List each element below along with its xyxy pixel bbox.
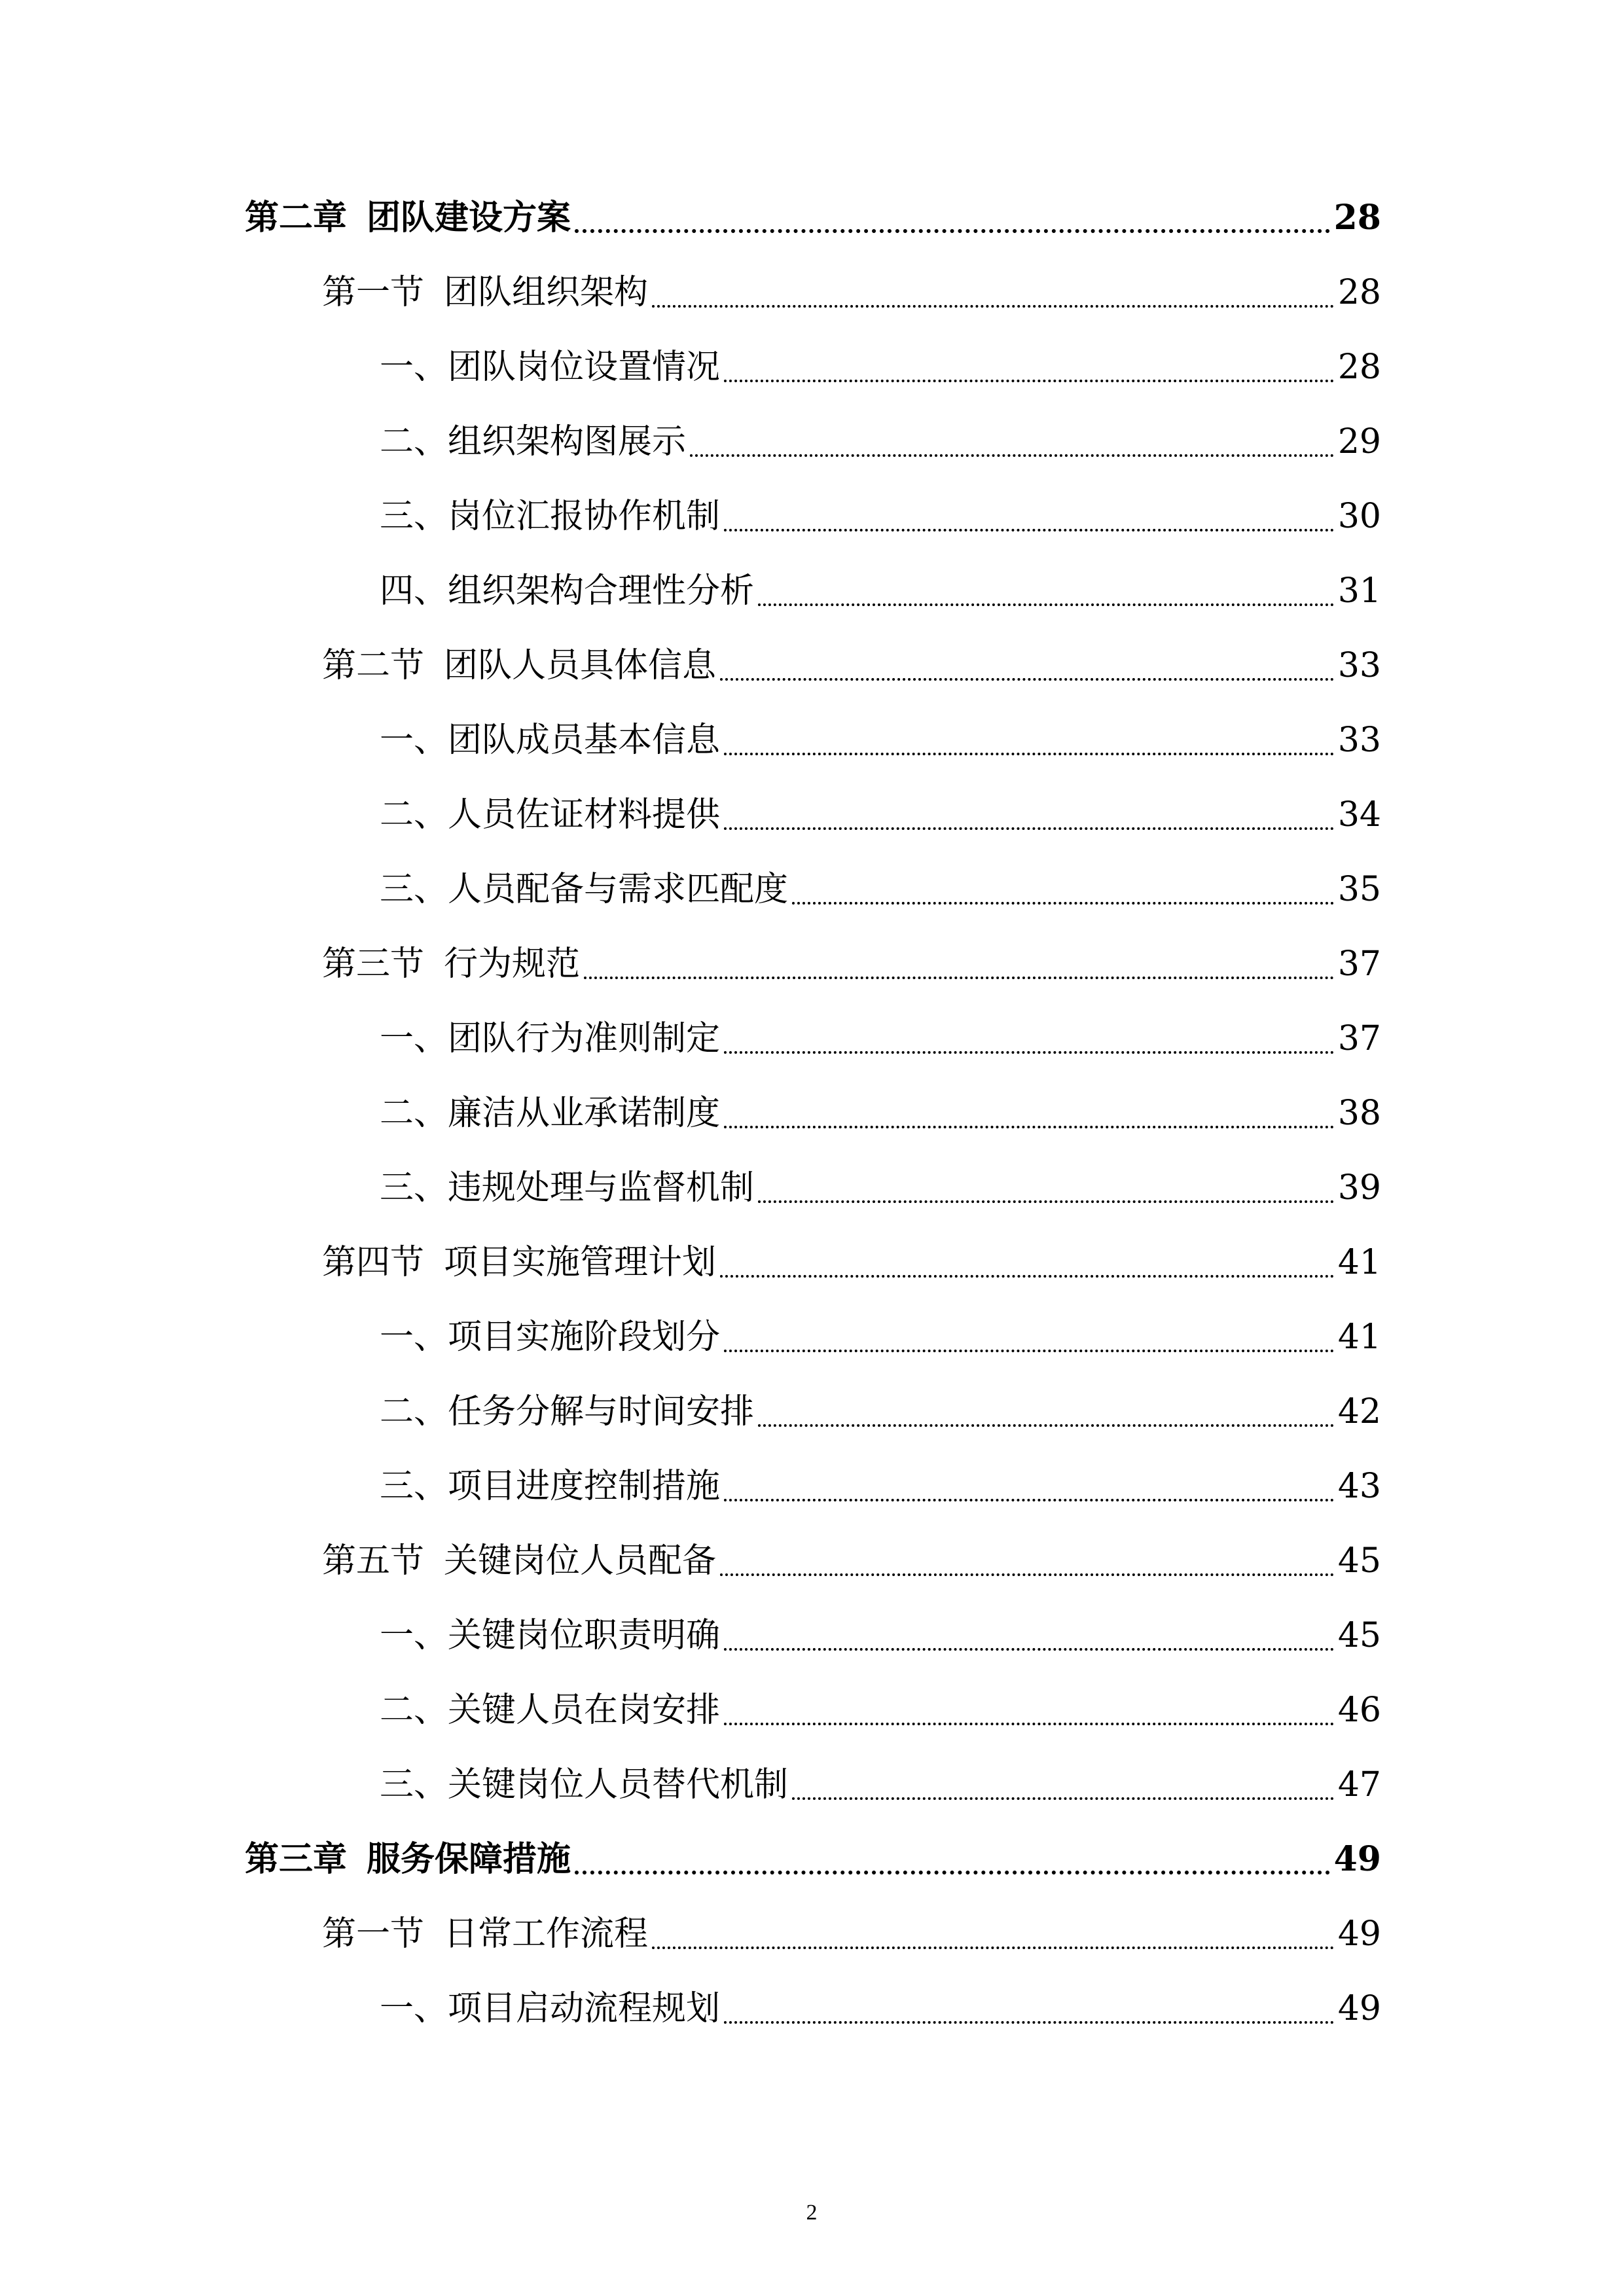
toc-entry-subsection[interactable] (380, 344, 1381, 390)
toc-entry-page: 37 (1337, 1019, 1381, 1058)
toc-entry-number: 一、 (380, 1019, 448, 1058)
toc-entry-page: 29 (1337, 422, 1381, 461)
page-number: 2 (806, 2200, 818, 2225)
toc-entry-number: 三、 (380, 1467, 448, 1506)
toc-entry-subsection[interactable] (380, 717, 1381, 763)
toc-entry-subsection[interactable] (380, 792, 1381, 838)
toc-entry-title: 团队建设方案 (367, 198, 571, 238)
toc-entry-subsection[interactable] (380, 1389, 1381, 1435)
toc-entry-subsection[interactable] (380, 568, 1381, 614)
toc-entry-subsection[interactable] (380, 1762, 1381, 1808)
toc-entry-section[interactable] (322, 941, 1381, 987)
toc-dot-leader (758, 1411, 1334, 1427)
toc-dot-leader (724, 814, 1334, 830)
toc-entry-title: 项目进度控制措施 (448, 1467, 721, 1506)
toc-dot-leader (690, 441, 1334, 457)
toc-entry-page: 45 (1337, 1616, 1381, 1655)
toc-entry-number: 三、 (380, 870, 448, 909)
toc-dot-leader (652, 292, 1334, 308)
toc-entry-title: 组织架构图展示 (448, 422, 687, 461)
toc-entry-subsection[interactable] (380, 1314, 1381, 1360)
toc-entry-title: 项目实施阶段划分 (448, 1318, 721, 1357)
toc-dot-leader (758, 590, 1334, 606)
toc-entry-page: 35 (1337, 870, 1381, 909)
toc-entry-number: 二、 (380, 795, 448, 834)
toc-entry-title: 服务保障措施 (367, 1839, 571, 1879)
toc-entry-number: 一、 (380, 1616, 448, 1655)
toc-entry-title: 人员佐证材料提供 (448, 795, 721, 834)
toc-entry-chapter-2[interactable] (245, 195, 1381, 241)
toc-entry-number: 一、 (380, 721, 448, 760)
toc-entry-page: 41 (1337, 1243, 1381, 1282)
toc-entry-title: 项目实施管理计划 (444, 1243, 717, 1282)
toc-entry-page: 49 (1333, 1839, 1381, 1879)
toc-entry-page: 28 (1337, 348, 1381, 387)
toc-entry-page: 31 (1337, 571, 1381, 611)
toc-entry-number: 三、 (380, 1168, 448, 1208)
toc-entry-section[interactable] (322, 1240, 1381, 1285)
toc-entry-page: 30 (1337, 497, 1381, 536)
toc-entry-page: 46 (1337, 1691, 1381, 1730)
toc-entry-title: 关键岗位人员替代机制 (448, 1765, 789, 1804)
toc-entry-title: 团队组织架构 (444, 273, 649, 312)
toc-entry-title: 团队成员基本信息 (448, 721, 721, 760)
toc-entry-number: 第二章 (245, 198, 348, 238)
toc-entry-page: 45 (1337, 1541, 1381, 1581)
toc-entry-title: 团队人员具体信息 (444, 646, 717, 685)
toc-dot-leader (724, 516, 1334, 531)
toc-entry-title: 违规处理与监督机制 (448, 1168, 755, 1208)
toc-entry-page: 43 (1337, 1467, 1381, 1506)
toc-entry-title: 项目启动流程规划 (448, 1989, 721, 2028)
toc-dot-leader (724, 1038, 1334, 1054)
toc-dot-leader (724, 2008, 1334, 2024)
toc-entry-subsection[interactable] (380, 1090, 1381, 1136)
toc-entry-number: 二、 (380, 1691, 448, 1730)
toc-dot-leader (724, 740, 1334, 755)
toc-entry-section[interactable] (322, 1538, 1381, 1584)
toc-entry-title: 廉洁从业承诺制度 (448, 1094, 721, 1133)
toc-entry-number: 四、 (380, 571, 448, 611)
toc-entry-number: 二、 (380, 422, 448, 461)
toc-dot-leader (724, 1336, 1334, 1352)
toc-entry-title: 团队岗位设置情况 (448, 348, 721, 387)
toc-entry-title: 行为规范 (444, 944, 581, 984)
toc-entry-number: 一、 (380, 348, 448, 387)
toc-entry-number: 第二节 (322, 646, 425, 685)
toc-entry-page: 33 (1337, 646, 1381, 685)
toc-entry-page: 28 (1337, 273, 1381, 312)
toc-entry-number: 第三节 (322, 944, 425, 984)
toc-entry-section[interactable] (322, 643, 1381, 689)
toc-entry-title: 团队行为准则制定 (448, 1019, 721, 1058)
toc-entry-title: 组织架构合理性分析 (448, 571, 755, 611)
toc-entry-page: 33 (1337, 721, 1381, 760)
toc-dot-leader (575, 1857, 1330, 1874)
toc-entry-number: 第四节 (322, 1243, 425, 1282)
toc-dot-leader (720, 1262, 1334, 1278)
toc-entry-number: 第三章 (245, 1839, 348, 1879)
toc-entry-page: 37 (1337, 944, 1381, 984)
toc-entry-number: 三、 (380, 497, 448, 536)
toc-entry-page: 49 (1337, 1989, 1381, 2028)
toc-entry-page: 39 (1337, 1168, 1381, 1208)
toc-entry-subsection[interactable] (380, 1986, 1381, 2032)
toc-entry-subsection[interactable] (380, 1165, 1381, 1211)
toc-entry-subsection[interactable] (380, 419, 1381, 465)
toc-entry-subsection[interactable] (380, 1687, 1381, 1733)
toc-entry-section[interactable] (322, 1911, 1381, 1957)
toc-entry-number: 第五节 (322, 1541, 425, 1581)
toc-dot-leader (720, 1560, 1334, 1576)
toc-dot-leader (724, 367, 1334, 382)
toc-entry-page: 28 (1333, 198, 1381, 238)
toc-dot-leader (724, 1486, 1334, 1501)
toc-entry-page: 38 (1337, 1094, 1381, 1133)
toc-entry-number: 一、 (380, 1318, 448, 1357)
toc-entry-title: 日常工作流程 (444, 1914, 649, 1954)
toc-entry-page: 34 (1337, 795, 1381, 834)
toc-dot-leader (575, 216, 1330, 233)
toc-entry-page: 49 (1337, 1914, 1381, 1954)
toc-entry-page: 41 (1337, 1318, 1381, 1357)
toc-dot-leader (792, 889, 1334, 905)
toc-entry-page: 42 (1337, 1392, 1381, 1431)
toc-entry-subsection[interactable] (380, 1016, 1381, 1062)
toc-dot-leader (584, 963, 1334, 979)
toc-entry-title: 关键人员在岗安排 (448, 1691, 721, 1730)
toc-entry-subsection[interactable] (380, 1463, 1381, 1509)
toc-entry-number: 第一节 (322, 1914, 425, 1954)
toc-entry-number: 第一节 (322, 273, 425, 312)
toc-dot-leader (724, 1710, 1334, 1725)
toc-entry-subsection[interactable] (380, 1613, 1381, 1659)
toc-entry-title: 任务分解与时间安排 (448, 1392, 755, 1431)
toc-entry-page: 47 (1337, 1765, 1381, 1804)
toc-dot-leader (720, 665, 1334, 681)
toc-entry-title: 关键岗位人员配备 (444, 1541, 717, 1581)
toc-dot-leader (724, 1635, 1334, 1651)
toc-entry-subsection[interactable] (380, 493, 1381, 539)
toc-dot-leader (652, 1933, 1334, 1949)
toc-entry-subsection[interactable] (380, 867, 1381, 912)
toc-entry-title: 关键岗位职责明确 (448, 1616, 721, 1655)
toc-dot-leader (724, 1113, 1334, 1128)
toc-entry-number: 二、 (380, 1392, 448, 1431)
toc-entry-title: 人员配备与需求匹配度 (448, 870, 789, 909)
toc-entry-chapter-3[interactable] (245, 1837, 1381, 1882)
toc-entry-title: 岗位汇报协作机制 (448, 497, 721, 536)
toc-dot-leader (758, 1187, 1334, 1203)
toc-entry-number: 二、 (380, 1094, 448, 1133)
toc-entry-number: 一、 (380, 1989, 448, 2028)
toc-entry-section[interactable] (322, 270, 1381, 315)
toc-dot-leader (792, 1784, 1334, 1800)
toc-entry-number: 三、 (380, 1765, 448, 1804)
